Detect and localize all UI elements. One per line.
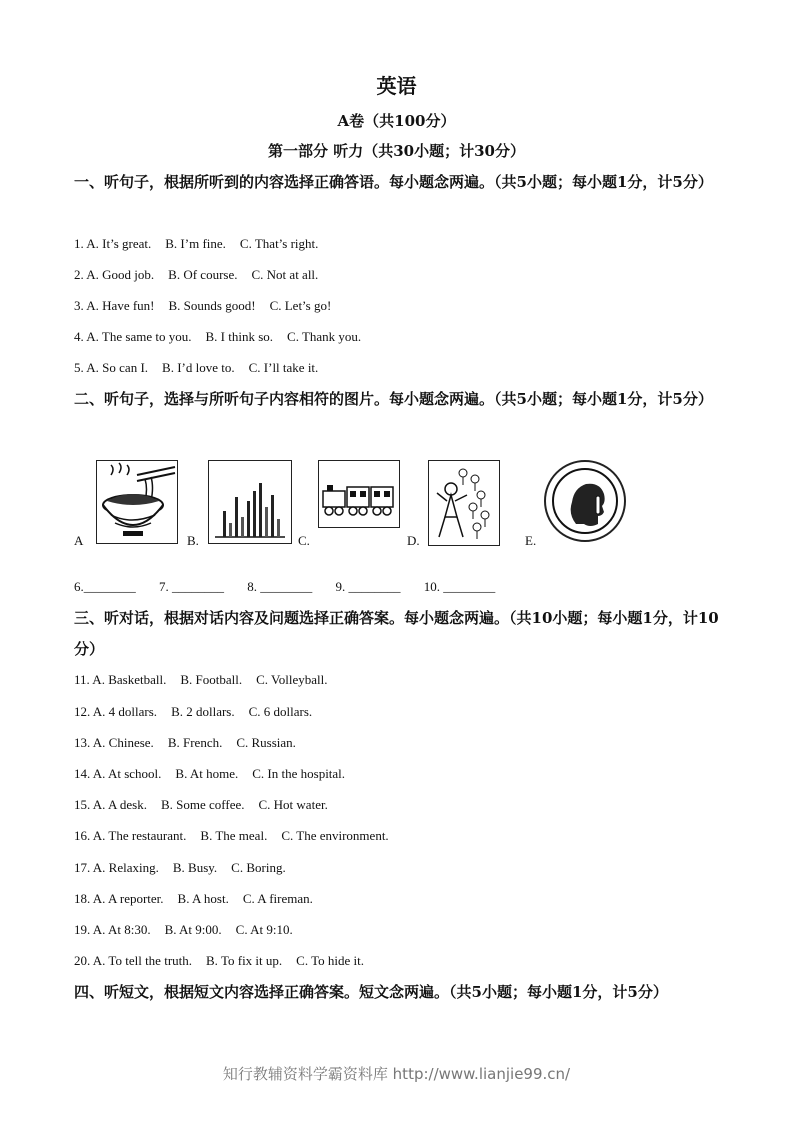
- dancing-figures-picture: [428, 460, 500, 546]
- picture-label-e: E.: [525, 533, 537, 548]
- option-b: B. French.: [167, 735, 223, 750]
- option-b: B. Football.: [180, 672, 243, 687]
- question-row: [74, 953, 378, 969]
- question-row: [74, 360, 332, 376]
- option-b: B. I think so.: [205, 329, 274, 344]
- option-b: B. A host.: [177, 891, 229, 906]
- option-b: B. Of course.: [168, 267, 238, 282]
- question-row: [74, 828, 403, 844]
- option-c: C. Boring.: [231, 860, 286, 875]
- option-c: C. I’ll take it.: [248, 360, 319, 375]
- option-a: 13. A. Chinese.: [74, 735, 154, 750]
- question-row: [74, 704, 326, 720]
- blank-10: 10. ________: [423, 579, 496, 594]
- section-heading-2: 二、听句子，选择与所听句子内容相符的图片。每小题念两遍。（共5小题；每小题1分，计5分）: [74, 390, 713, 408]
- question-row: [74, 298, 345, 314]
- option-b: B. At home.: [175, 766, 239, 781]
- option-c: C. To hide it.: [296, 953, 364, 968]
- option-a: 2. A. Good job.: [74, 267, 155, 282]
- option-a: 14. A. At school.: [74, 766, 162, 781]
- section-heading-1: 一、听句子，根据所听到的内容选择正确答语。每小题念两遍。（共5小题；每小题1分，计5分）: [74, 173, 713, 191]
- quiet-silhouette-picture: [544, 460, 626, 542]
- option-b: B. 2 dollars.: [171, 704, 235, 719]
- question-row: [74, 860, 300, 876]
- page-title: 英语: [376, 74, 417, 98]
- option-c: C. Let’s go!: [269, 298, 332, 313]
- option-a: 12. A. 4 dollars.: [74, 704, 158, 719]
- option-c: C. Hot water.: [258, 797, 328, 812]
- option-c: C. Volleyball.: [256, 672, 328, 687]
- question-row: [74, 329, 375, 345]
- option-a: 20. A. To tell the truth.: [74, 953, 193, 968]
- part-title: 第一部分 听力（共30小题；计30分）: [268, 142, 525, 160]
- option-c: C. At 9:10.: [235, 922, 293, 937]
- picture-label-d: D.: [407, 533, 420, 548]
- option-c: C. The environment.: [281, 828, 389, 843]
- section-heading-4: 四、听短文，根据短文内容选择正确答案。短文念两遍。（共5小题；每小题1分，计5分）: [74, 983, 668, 1001]
- blank-8: 8. ________: [247, 579, 313, 594]
- option-c: C. Not at all.: [251, 267, 319, 282]
- bar-chart-picture: [208, 460, 292, 544]
- blank-9: 9. ________: [335, 579, 401, 594]
- option-b: B. I’m fine.: [165, 236, 226, 251]
- option-c: C. In the hospital.: [252, 766, 346, 781]
- option-a: 16. A. The restaurant.: [74, 828, 187, 843]
- question-row: [74, 735, 310, 751]
- question-row: [74, 891, 327, 907]
- blank-7: 7. ________: [159, 579, 224, 594]
- blank-6: 6.________: [74, 579, 136, 594]
- option-c: C. Russian.: [236, 735, 296, 750]
- question-row: [74, 922, 307, 938]
- picture-label-c: C.: [298, 533, 310, 548]
- option-c: C. Thank you.: [287, 329, 362, 344]
- picture-label-a: A: [74, 533, 84, 548]
- footer-watermark: 知行教辅资料学霸资料库 http://www.lianjie99.cn/: [222, 1065, 571, 1083]
- option-b: B. At 9:00.: [164, 922, 222, 937]
- picture-label-b: B.: [187, 533, 199, 548]
- question-row: [74, 672, 341, 688]
- option-c: C. That’s right.: [239, 236, 319, 251]
- option-b: B. The meal.: [200, 828, 268, 843]
- option-a: 11. A. Basketball.: [74, 672, 167, 687]
- answer-blanks: [74, 579, 515, 595]
- option-a: 18. A. A reporter.: [74, 891, 164, 906]
- option-a: 5. A. So can I.: [74, 360, 149, 375]
- option-b: B. Busy.: [172, 860, 218, 875]
- section-heading-3: 三、听对话，根据对话内容及问题选择正确答案。每小题念两遍。（共10小题；每小题1分，计10分）: [74, 609, 719, 658]
- option-a: 1. A. It’s great.: [74, 236, 152, 251]
- option-a: 15. A. A desk.: [74, 797, 147, 812]
- option-a: 3. A. Have fun!: [74, 298, 155, 313]
- option-a: 4. A. The same to you.: [74, 329, 192, 344]
- noodles-picture: [96, 460, 178, 544]
- question-row: [74, 267, 332, 283]
- question-row: [74, 766, 359, 782]
- option-b: B. Some coffee.: [160, 797, 245, 812]
- train-picture: [318, 460, 400, 528]
- option-a: 19. A. At 8:30.: [74, 922, 151, 937]
- option-b: B. Sounds good!: [168, 298, 256, 313]
- option-c: C. A fireman.: [242, 891, 313, 906]
- option-a: 17. A. Relaxing.: [74, 860, 159, 875]
- question-row: [74, 236, 332, 252]
- option-b: B. To fix it up.: [206, 953, 283, 968]
- option-c: C. 6 dollars.: [248, 704, 313, 719]
- option-b: B. I’d love to.: [162, 360, 235, 375]
- volume-title: A卷（共100分）: [337, 112, 456, 130]
- question-row: [74, 797, 342, 813]
